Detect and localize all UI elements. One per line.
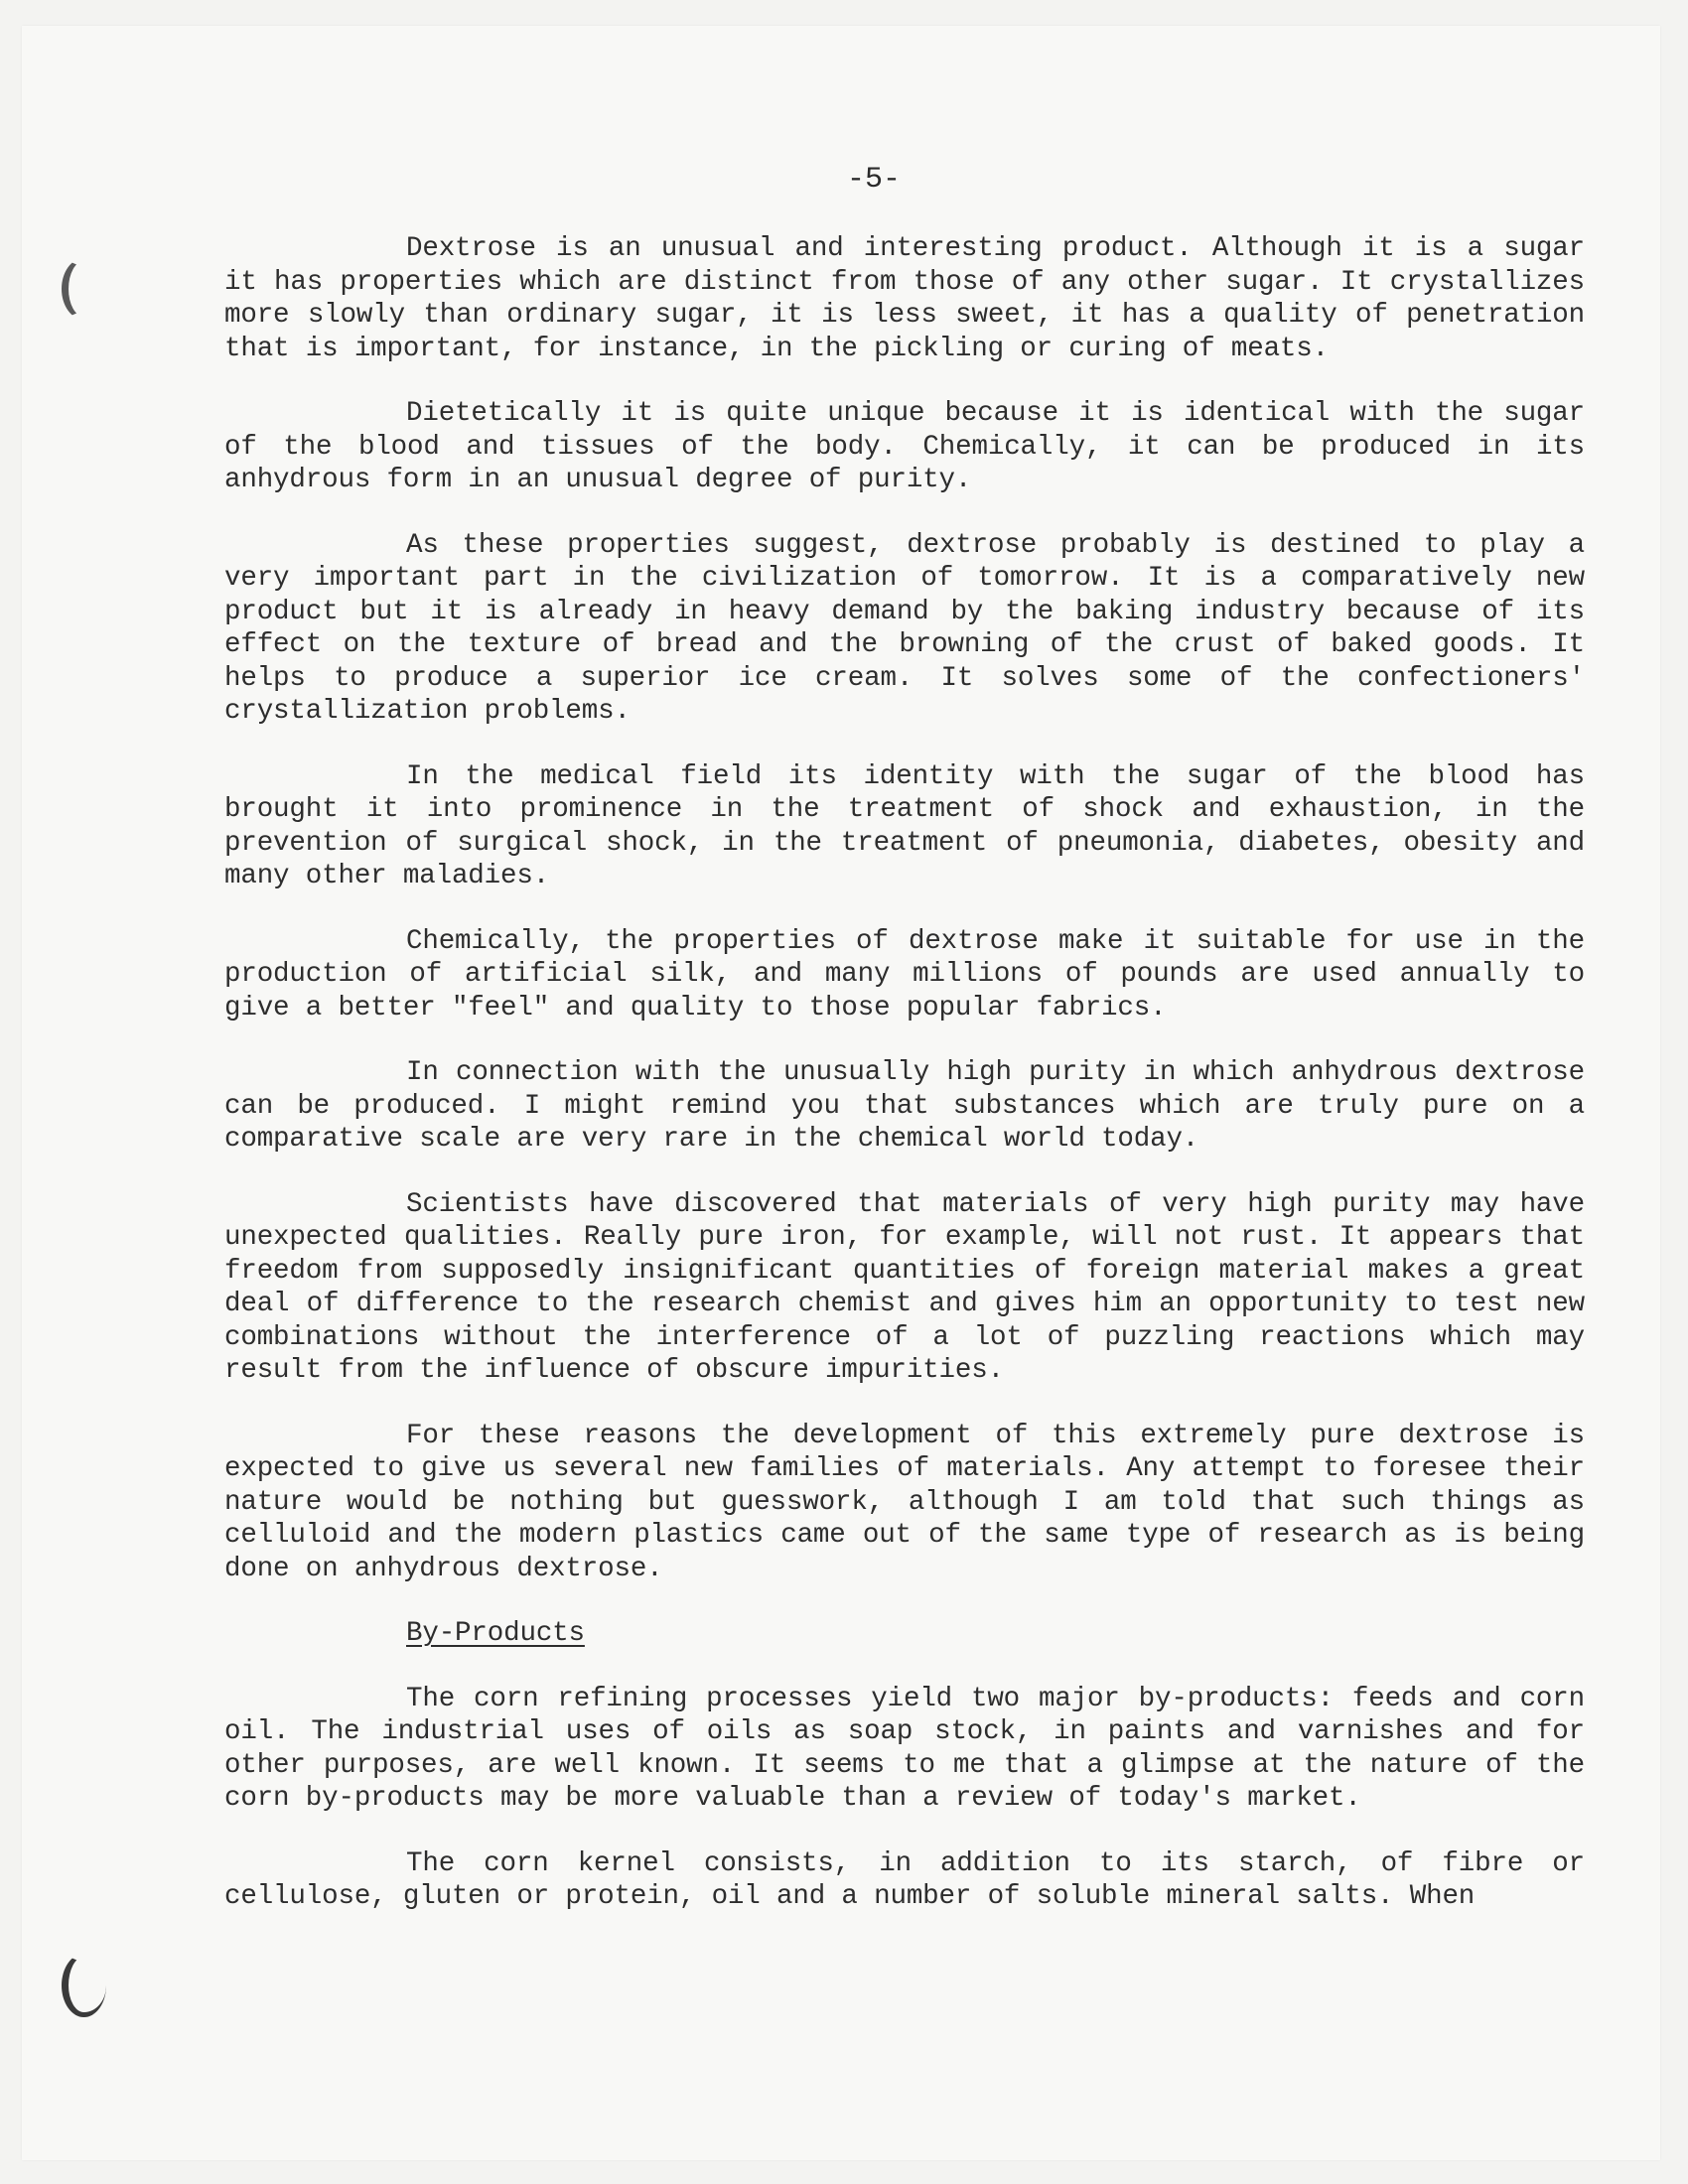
paragraph-dextrose-intro: Dextrose is an unusual and interesting product. Although it is a sugar it has properties which are distinct from those of any other sugar. It crystallizes more slowly than ordinary sugar, it is less sweet, it has a quality of penetration that is important, for instance, in the pickling or curing of meats. — [224, 233, 1585, 364]
punch-hole-top — [62, 258, 106, 320]
paragraph-by-products: The corn refining processes yield two major by-products: feeds and corn oil. The industrial uses of oils as soap stock, in paints and varnishes and for other purposes, are well known. It seems to me that a glimpse at the nature of the corn by-products may be more valuable than a review of today's market. — [224, 1683, 1585, 1814]
paragraph-properties: As these properties suggest, dextrose probably is destined to play a very important part in the civilization of tomorrow. It is a comparatively new product but it is already in heavy demand by the baking industry because of its effect on the texture of bread and the browning of the crust of baked goods. It helps to produce a superior ice cream. It solves some of the confectioners' crystallization problems. — [224, 529, 1585, 727]
paragraph-medical: In the medical field its identity with the sugar of the blood has brought it into prominence in the treatment of shock and exhaustion, in the prevention of surgical shock, in the treatment of pneumonia, diabetes, obesity and many other maladies. — [224, 760, 1585, 891]
paragraph-corn-kernel: The corn kernel consists, in addition to its starch, of fibre or cellulose, gluten or protein, oil and a number of soluble mineral salts. When — [224, 1847, 1585, 1912]
section-heading-by-products: By-Products — [406, 1618, 585, 1649]
paragraph-scientists: Scientists have discovered that materials of very high purity may have unexpected qualities. Really pure iron, for example, will not rust. It appears that freedom from supposedly insignificant quantities of foreign material makes a great deal of difference to the research chemist and gives him an opportunity to test new combinations without the interference of a lot of puzzling reactions which may result from the influence of obscure impurities. — [224, 1188, 1585, 1386]
paragraph-dietetics: Dietetically it is quite unique because it is identical with the sugar of the blood and tissues of the body. Chemically, it can be produced in its anhydrous form in an unusual degree of purity. — [224, 398, 1585, 495]
paragraph-chemical: Chemically, the properties of dextrose make it suitable for use in the production of artificial silk, and many millions of pounds are used annually to give a better "feel" and quality to those popular fabrics. — [224, 925, 1585, 1024]
paragraph-new-materials: For these reasons the development of this extremely pure dextrose is expected to give us several new families of materials. Any attempt to foresee their nature would be nothing but guesswork, although I am told that such things as celluloid and the modern plastics came out of the same type of research as is being done on anhydrous dextrose. — [224, 1420, 1585, 1584]
punch-hole-bottom — [62, 1954, 106, 2017]
page-number: -5- — [846, 163, 901, 197]
paragraph-purity: In connection with the unusually high purity in which anhydrous dextrose can be produced. I might remind you that substances which are truly pure on a comparative scale are very rare in the chemical world today. — [224, 1057, 1585, 1155]
document-body — [224, 232, 1585, 1946]
